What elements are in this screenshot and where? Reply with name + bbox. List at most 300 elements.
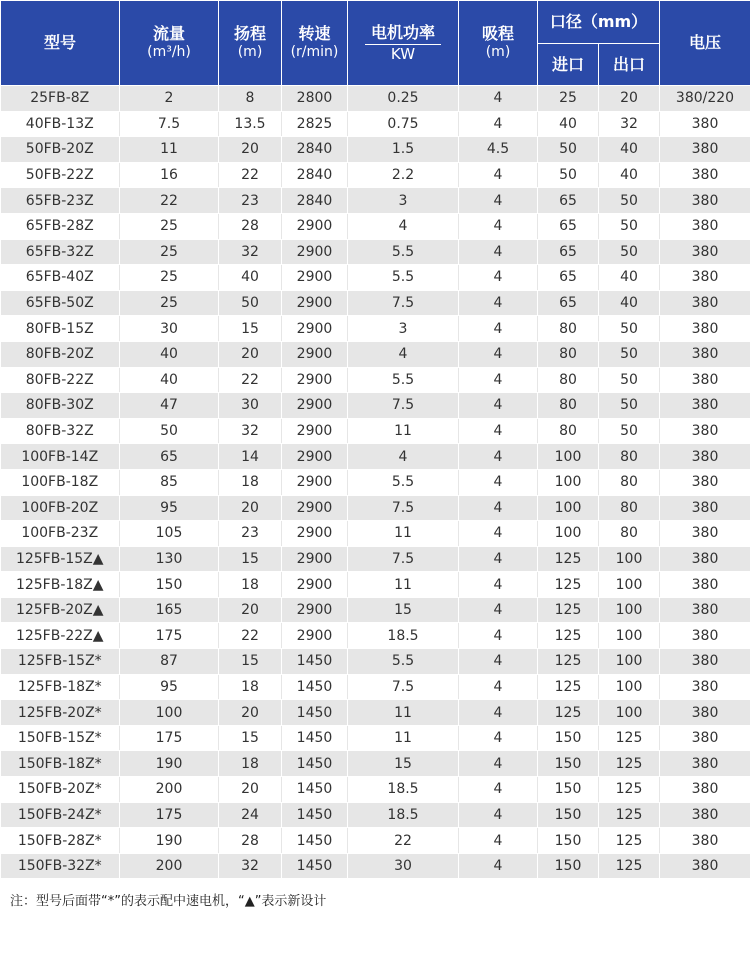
cell-speed: 2840	[282, 162, 348, 188]
cell-outlet: 40	[599, 137, 660, 163]
cell-speed: 2900	[282, 316, 348, 342]
cell-model: 65FB-32Z	[1, 239, 120, 265]
cell-voltage: 380	[660, 393, 750, 419]
cell-power: 11	[348, 572, 459, 598]
cell-speed: 1450	[282, 802, 348, 828]
cell-head: 23	[219, 521, 282, 547]
cell-outlet: 40	[599, 290, 660, 316]
cell-suction: 4	[459, 213, 538, 239]
cell-speed: 2900	[282, 341, 348, 367]
cell-suction: 4	[459, 725, 538, 751]
header-speed-unit: (r/min)	[290, 44, 339, 61]
cell-flow: 150	[120, 572, 219, 598]
cell-inlet: 80	[538, 418, 599, 444]
cell-flow: 175	[120, 623, 219, 649]
cell-power: 3	[348, 316, 459, 342]
cell-head: 28	[219, 213, 282, 239]
cell-speed: 2900	[282, 546, 348, 572]
cell-flow: 30	[120, 316, 219, 342]
cell-head: 28	[219, 828, 282, 854]
cell-head: 20	[219, 777, 282, 803]
cell-power: 7.5	[348, 290, 459, 316]
cell-voltage: 380	[660, 853, 750, 879]
cell-outlet: 125	[599, 828, 660, 854]
cell-suction: 4	[459, 86, 538, 112]
cell-model: 40FB-13Z	[1, 111, 120, 137]
cell-power: 11	[348, 700, 459, 726]
table-row	[1, 828, 750, 854]
cell-voltage: 380	[660, 546, 750, 572]
cell-inlet: 65	[538, 188, 599, 214]
cell-head: 18	[219, 469, 282, 495]
cell-voltage: 380	[660, 290, 750, 316]
cell-speed: 2900	[282, 469, 348, 495]
cell-head: 18	[219, 751, 282, 777]
cell-inlet: 100	[538, 495, 599, 521]
cell-speed: 2900	[282, 367, 348, 393]
cell-voltage: 380	[660, 751, 750, 777]
cell-suction: 4	[459, 367, 538, 393]
table-row	[1, 700, 750, 726]
cell-outlet: 100	[599, 546, 660, 572]
cell-voltage: 380	[660, 316, 750, 342]
table-header	[1, 1, 750, 86]
table-row	[1, 853, 750, 879]
cell-power: 11	[348, 521, 459, 547]
header-flow	[120, 1, 219, 86]
cell-inlet: 50	[538, 162, 599, 188]
cell-model: 80FB-30Z	[1, 393, 120, 419]
cell-suction: 4	[459, 674, 538, 700]
table-row	[1, 213, 750, 239]
cell-speed: 2840	[282, 188, 348, 214]
cell-inlet: 65	[538, 290, 599, 316]
cell-flow: 165	[120, 597, 219, 623]
cell-speed: 2900	[282, 393, 348, 419]
cell-inlet: 125	[538, 674, 599, 700]
cell-flow: 2	[120, 86, 219, 112]
cell-flow: 25	[120, 239, 219, 265]
cell-voltage: 380	[660, 367, 750, 393]
cell-voltage: 380	[660, 162, 750, 188]
cell-inlet: 65	[538, 239, 599, 265]
cell-voltage: 380	[660, 802, 750, 828]
header-suction	[459, 1, 538, 86]
cell-flow: 65	[120, 444, 219, 470]
cell-head: 14	[219, 444, 282, 470]
cell-outlet: 100	[599, 623, 660, 649]
cell-voltage: 380	[660, 725, 750, 751]
cell-suction: 4	[459, 188, 538, 214]
cell-outlet: 100	[599, 572, 660, 598]
cell-outlet: 125	[599, 777, 660, 803]
cell-flow: 85	[120, 469, 219, 495]
cell-voltage: 380/220	[660, 86, 750, 112]
header-outlet: 出口	[599, 44, 660, 86]
cell-suction: 4.5	[459, 137, 538, 163]
cell-power: 7.5	[348, 495, 459, 521]
cell-flow: 25	[120, 213, 219, 239]
cell-speed: 2900	[282, 623, 348, 649]
cell-outlet: 100	[599, 649, 660, 675]
cell-power: 11	[348, 725, 459, 751]
table-row	[1, 239, 750, 265]
cell-inlet: 150	[538, 828, 599, 854]
cell-model: 100FB-20Z	[1, 495, 120, 521]
cell-voltage: 380	[660, 213, 750, 239]
header-head	[219, 1, 282, 86]
cell-voltage: 380	[660, 418, 750, 444]
cell-flow: 175	[120, 725, 219, 751]
table-row	[1, 418, 750, 444]
cell-suction: 4	[459, 316, 538, 342]
cell-voltage: 380	[660, 674, 750, 700]
cell-head: 30	[219, 393, 282, 419]
cell-suction: 4	[459, 469, 538, 495]
cell-power: 5.5	[348, 649, 459, 675]
cell-head: 13.5	[219, 111, 282, 137]
cell-head: 18	[219, 674, 282, 700]
cell-model: 150FB-28Z*	[1, 828, 120, 854]
cell-suction: 4	[459, 623, 538, 649]
table-row	[1, 649, 750, 675]
table-row	[1, 290, 750, 316]
cell-outlet: 50	[599, 213, 660, 239]
cell-speed: 2900	[282, 521, 348, 547]
header-power-unit: KW	[390, 44, 416, 63]
cell-voltage: 380	[660, 111, 750, 137]
cell-outlet: 125	[599, 802, 660, 828]
table-row	[1, 623, 750, 649]
cell-flow: 25	[120, 290, 219, 316]
cell-outlet: 80	[599, 444, 660, 470]
cell-speed: 2900	[282, 495, 348, 521]
cell-inlet: 125	[538, 597, 599, 623]
cell-model: 100FB-23Z	[1, 521, 120, 547]
cell-head: 15	[219, 546, 282, 572]
header-model: 型号	[1, 1, 120, 86]
cell-inlet: 100	[538, 521, 599, 547]
cell-outlet: 125	[599, 725, 660, 751]
cell-inlet: 80	[538, 316, 599, 342]
cell-outlet: 50	[599, 367, 660, 393]
cell-suction: 4	[459, 290, 538, 316]
cell-voltage: 380	[660, 777, 750, 803]
cell-head: 22	[219, 367, 282, 393]
cell-outlet: 40	[599, 162, 660, 188]
cell-flow: 11	[120, 137, 219, 163]
cell-head: 15	[219, 725, 282, 751]
cell-speed: 1450	[282, 725, 348, 751]
cell-inlet: 150	[538, 751, 599, 777]
cell-outlet: 50	[599, 418, 660, 444]
cell-outlet: 125	[599, 751, 660, 777]
cell-outlet: 100	[599, 700, 660, 726]
cell-outlet: 20	[599, 86, 660, 112]
cell-speed: 2900	[282, 213, 348, 239]
cell-outlet: 80	[599, 469, 660, 495]
cell-suction: 4	[459, 393, 538, 419]
cell-model: 100FB-18Z	[1, 469, 120, 495]
cell-outlet: 32	[599, 111, 660, 137]
table-row	[1, 188, 750, 214]
table-row	[1, 725, 750, 751]
cell-power: 11	[348, 418, 459, 444]
cell-power: 4	[348, 341, 459, 367]
cell-head: 18	[219, 572, 282, 598]
cell-head: 22	[219, 162, 282, 188]
cell-outlet: 50	[599, 316, 660, 342]
table-row	[1, 546, 750, 572]
cell-flow: 130	[120, 546, 219, 572]
cell-suction: 4	[459, 265, 538, 291]
cell-head: 15	[219, 316, 282, 342]
cell-outlet: 100	[599, 674, 660, 700]
cell-suction: 4	[459, 521, 538, 547]
cell-voltage: 380	[660, 265, 750, 291]
table-row	[1, 111, 750, 137]
cell-inlet: 125	[538, 649, 599, 675]
cell-model: 65FB-28Z	[1, 213, 120, 239]
cell-suction: 4	[459, 162, 538, 188]
cell-power: 5.5	[348, 239, 459, 265]
cell-head: 20	[219, 495, 282, 521]
header-inlet: 进口	[538, 44, 599, 86]
cell-power: 2.2	[348, 162, 459, 188]
cell-power: 7.5	[348, 546, 459, 572]
header-speed	[282, 1, 348, 86]
cell-voltage: 380	[660, 700, 750, 726]
cell-suction: 4	[459, 853, 538, 879]
cell-model: 80FB-20Z	[1, 341, 120, 367]
cell-suction: 4	[459, 239, 538, 265]
cell-model: 50FB-22Z	[1, 162, 120, 188]
header-voltage: 电压	[660, 1, 750, 86]
cell-model: 125FB-18Z*	[1, 674, 120, 700]
cell-head: 24	[219, 802, 282, 828]
cell-speed: 2800	[282, 86, 348, 112]
cell-flow: 7.5	[120, 111, 219, 137]
table-row	[1, 495, 750, 521]
cell-model: 125FB-22Z▲	[1, 623, 120, 649]
cell-inlet: 100	[538, 444, 599, 470]
cell-head: 50	[219, 290, 282, 316]
header-head-label: 扬程	[233, 24, 266, 44]
cell-model: 80FB-32Z	[1, 418, 120, 444]
cell-model: 125FB-20Z▲	[1, 597, 120, 623]
table-row	[1, 393, 750, 419]
table-row	[1, 521, 750, 547]
cell-flow: 175	[120, 802, 219, 828]
header-head-unit: (m)	[237, 44, 263, 61]
cell-voltage: 380	[660, 495, 750, 521]
cell-model: 80FB-15Z	[1, 316, 120, 342]
cell-model: 125FB-18Z▲	[1, 572, 120, 598]
cell-power: 0.75	[348, 111, 459, 137]
cell-flow: 200	[120, 853, 219, 879]
cell-model: 150FB-20Z*	[1, 777, 120, 803]
table-body	[1, 86, 750, 879]
cell-suction: 4	[459, 444, 538, 470]
cell-flow: 47	[120, 393, 219, 419]
cell-power: 18.5	[348, 802, 459, 828]
cell-model: 125FB-20Z*	[1, 700, 120, 726]
cell-voltage: 380	[660, 623, 750, 649]
cell-power: 5.5	[348, 265, 459, 291]
header-power-label: 电机功率	[365, 23, 441, 45]
cell-suction: 4	[459, 341, 538, 367]
cell-inlet: 150	[538, 777, 599, 803]
cell-flow: 16	[120, 162, 219, 188]
cell-inlet: 50	[538, 137, 599, 163]
cell-inlet: 65	[538, 213, 599, 239]
cell-power: 18.5	[348, 623, 459, 649]
header-flow-label: 流量	[152, 24, 185, 44]
cell-speed: 1450	[282, 674, 348, 700]
cell-voltage: 380	[660, 572, 750, 598]
header-power	[348, 1, 459, 86]
cell-outlet: 100	[599, 597, 660, 623]
table-row	[1, 86, 750, 112]
cell-voltage: 380	[660, 521, 750, 547]
cell-power: 1.5	[348, 137, 459, 163]
cell-suction: 4	[459, 597, 538, 623]
cell-power: 5.5	[348, 367, 459, 393]
header-suction-label: 吸程	[481, 24, 514, 44]
cell-speed: 2900	[282, 597, 348, 623]
cell-power: 5.5	[348, 469, 459, 495]
cell-flow: 190	[120, 828, 219, 854]
table-row	[1, 572, 750, 598]
cell-power: 0.25	[348, 86, 459, 112]
cell-inlet: 80	[538, 341, 599, 367]
cell-inlet: 125	[538, 546, 599, 572]
cell-head: 23	[219, 188, 282, 214]
cell-power: 4	[348, 213, 459, 239]
cell-speed: 1450	[282, 853, 348, 879]
cell-head: 32	[219, 239, 282, 265]
cell-suction: 4	[459, 777, 538, 803]
table-row	[1, 777, 750, 803]
cell-head: 22	[219, 623, 282, 649]
cell-model: 100FB-14Z	[1, 444, 120, 470]
table-row	[1, 265, 750, 291]
cell-model: 150FB-24Z*	[1, 802, 120, 828]
cell-suction: 4	[459, 649, 538, 675]
table-row	[1, 597, 750, 623]
cell-head: 40	[219, 265, 282, 291]
table-row	[1, 137, 750, 163]
header-suction-unit: (m)	[485, 44, 511, 61]
cell-speed: 2900	[282, 444, 348, 470]
cell-speed: 2825	[282, 111, 348, 137]
cell-voltage: 380	[660, 828, 750, 854]
cell-model: 80FB-22Z	[1, 367, 120, 393]
cell-voltage: 380	[660, 649, 750, 675]
cell-model: 125FB-15Z*	[1, 649, 120, 675]
table-row	[1, 751, 750, 777]
cell-power: 15	[348, 751, 459, 777]
cell-inlet: 125	[538, 623, 599, 649]
cell-inlet: 100	[538, 469, 599, 495]
cell-voltage: 380	[660, 597, 750, 623]
cell-head: 20	[219, 597, 282, 623]
table-row	[1, 316, 750, 342]
cell-power: 7.5	[348, 393, 459, 419]
cell-inlet: 40	[538, 111, 599, 137]
cell-suction: 4	[459, 828, 538, 854]
cell-head: 8	[219, 86, 282, 112]
cell-model: 125FB-15Z▲	[1, 546, 120, 572]
header-flow-unit: (m³/h)	[147, 44, 191, 61]
table-row	[1, 674, 750, 700]
cell-inlet: 80	[538, 393, 599, 419]
cell-voltage: 380	[660, 239, 750, 265]
cell-flow: 200	[120, 777, 219, 803]
cell-speed: 1450	[282, 828, 348, 854]
cell-power: 22	[348, 828, 459, 854]
cell-voltage: 380	[660, 188, 750, 214]
cell-flow: 95	[120, 674, 219, 700]
cell-suction: 4	[459, 111, 538, 137]
cell-speed: 2840	[282, 137, 348, 163]
cell-speed: 1450	[282, 700, 348, 726]
header-caliber: 口径（mm）	[538, 1, 660, 44]
cell-suction: 4	[459, 418, 538, 444]
cell-power: 18.5	[348, 777, 459, 803]
cell-head: 20	[219, 341, 282, 367]
table-row	[1, 802, 750, 828]
cell-flow: 25	[120, 265, 219, 291]
cell-flow: 50	[120, 418, 219, 444]
cell-model: 150FB-32Z*	[1, 853, 120, 879]
cell-flow: 190	[120, 751, 219, 777]
cell-flow: 22	[120, 188, 219, 214]
cell-speed: 2900	[282, 290, 348, 316]
cell-suction: 4	[459, 572, 538, 598]
cell-inlet: 150	[538, 802, 599, 828]
cell-flow: 40	[120, 367, 219, 393]
cell-speed: 1450	[282, 777, 348, 803]
cell-flow: 100	[120, 700, 219, 726]
cell-inlet: 150	[538, 853, 599, 879]
cell-model: 25FB-8Z	[1, 86, 120, 112]
cell-speed: 2900	[282, 239, 348, 265]
cell-outlet: 80	[599, 495, 660, 521]
table-row	[1, 162, 750, 188]
cell-inlet: 125	[538, 572, 599, 598]
cell-speed: 2900	[282, 572, 348, 598]
header-speed-label: 转速	[298, 24, 331, 44]
cell-model: 50FB-20Z	[1, 137, 120, 163]
cell-power: 15	[348, 597, 459, 623]
cell-flow: 40	[120, 341, 219, 367]
cell-power: 4	[348, 444, 459, 470]
cell-outlet: 125	[599, 853, 660, 879]
cell-model: 65FB-50Z	[1, 290, 120, 316]
footnote: 注：型号后面带“*”的表示配中速电机，“▲”表示新设计	[10, 894, 327, 909]
cell-inlet: 25	[538, 86, 599, 112]
cell-inlet: 65	[538, 265, 599, 291]
cell-flow: 87	[120, 649, 219, 675]
cell-power: 7.5	[348, 674, 459, 700]
cell-head: 32	[219, 853, 282, 879]
cell-model: 150FB-15Z*	[1, 725, 120, 751]
cell-power: 30	[348, 853, 459, 879]
cell-head: 15	[219, 649, 282, 675]
cell-voltage: 380	[660, 444, 750, 470]
table-row	[1, 341, 750, 367]
